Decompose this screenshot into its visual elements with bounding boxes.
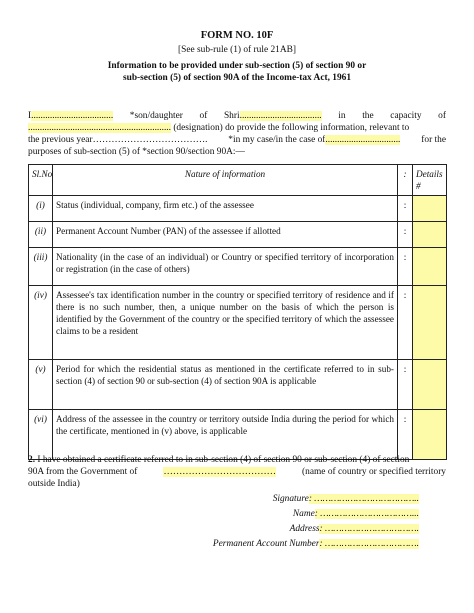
name-row: Name: ……………………………... xyxy=(292,509,419,519)
previous-year-field[interactable]: ………………………………. xyxy=(92,135,208,145)
designation-field[interactable]: ............................................................. xyxy=(28,123,171,133)
form-number: FORM NO. 10F xyxy=(200,30,274,41)
para2-line-3: outside India) xyxy=(28,479,80,489)
details-field-period[interactable] xyxy=(413,360,447,410)
details-field-address[interactable] xyxy=(413,410,447,460)
table-header-row xyxy=(29,165,447,196)
table-row: (vi) Address of the assessee in the country or territory outside India during the period for which the certificate, mentioned in (v) above, is applicable : xyxy=(29,410,447,460)
form-heading-line-1: Information to be provided under sub-section (5) of section 90 or xyxy=(107,61,367,71)
header-colon: : xyxy=(398,165,413,196)
signer-name-field[interactable]: : ……………………………... xyxy=(314,509,419,519)
address-row: Address: ……………………………. xyxy=(289,524,419,534)
para2-line-2: 90A from the Government of ……………………………… (name of country or specified territory xyxy=(28,467,446,477)
header-sl-no: Sl.No xyxy=(29,165,53,196)
case-of-field[interactable]: ................................ xyxy=(325,135,401,145)
details-field-pan[interactable] xyxy=(413,222,447,248)
header-details: Details # xyxy=(413,165,447,196)
details-field-nationality[interactable] xyxy=(413,248,447,286)
father-name-field[interactable]: ................................... xyxy=(239,111,322,121)
header-nature: Nature of information xyxy=(53,165,398,196)
table-row: (ii) Permanent Account Number (PAN) of the assessee if allotted : xyxy=(29,222,447,248)
table-row: (v) Period for which the residential status as mentioned in the certificate referred to in sub-section (4) of section 90 or sub-section (4) of section 90A is applicable : xyxy=(29,360,447,410)
declaration-line-1: I................................... *son/daughter of Shri................................... in the capacity of xyxy=(28,111,446,121)
pan-field[interactable]: : ……………………………. xyxy=(319,539,419,549)
pan-row: Permanent Account Number: ……………………………. xyxy=(212,539,419,549)
signature-field[interactable]: : ……………………………….. xyxy=(308,494,419,504)
country-field[interactable]: ……………………………… xyxy=(163,467,276,477)
details-field-status[interactable] xyxy=(413,196,447,222)
rule-reference: [See sub-rule (1) of rule 21AB] xyxy=(178,45,296,55)
table-row: (iv) Assessee's tax identification number in the country or specified territory of residence and if there is no such number, then, a unique number on the basis of which the person is identified by the Government of the country or the specified territory of which the assessee claims to be a resident : xyxy=(29,286,447,360)
information-table xyxy=(28,164,447,460)
declaration-line-4: purposes of sub-section (5) of *section 90/section 90A:— xyxy=(28,147,245,157)
address-field[interactable]: : ……………………………. xyxy=(319,524,419,534)
declaration-line-2: ............................................................. (designation) do provide the following information, relevant to xyxy=(28,123,410,133)
table-row: (i) Status (individual, company, firm etc.) of the assessee : xyxy=(29,196,447,222)
declaration-line-3: the previous year………………………………. *in my case/in the case of................................ for the xyxy=(28,135,446,145)
table-row: (iii) Nationality (in the case of an individual) or Country or specified territory of incorporation or registration (in the case of others) : xyxy=(29,248,447,286)
signature-row: Signature: ……………………………….. xyxy=(272,494,419,504)
form-heading-line-2: sub-section (5) of section 90A of the Income-tax Act, 1961 xyxy=(122,73,352,83)
details-field-tin[interactable] xyxy=(413,286,447,360)
name-field[interactable]: ................................... xyxy=(31,111,114,121)
para2-line-1: 2. I have obtained a certificate referred to in sub-section (4) of section 90 or sub-section (4) of section xyxy=(28,455,410,465)
